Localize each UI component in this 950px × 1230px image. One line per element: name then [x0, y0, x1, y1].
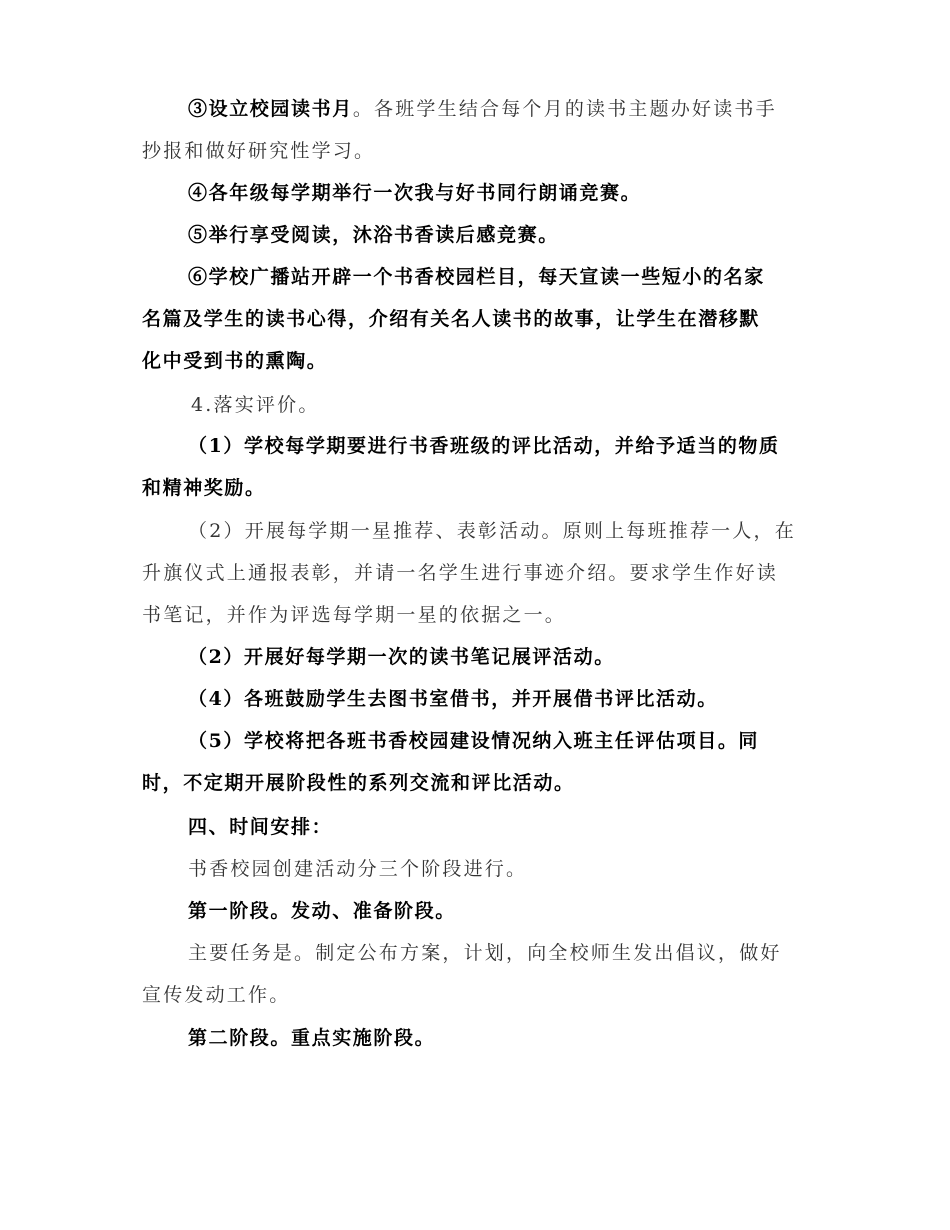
- paragraph-line: （2）开展每学期一星推荐、表彰活动。原则上每班推荐一人，在: [188, 520, 796, 542]
- paragraph-line: （1）学校每学期要进行书香班级的评比活动，并给予适当的物质: [188, 435, 780, 457]
- section-heading: 四、时间安排：: [188, 816, 333, 838]
- paragraph-line: （4）各班鼓励学生去图书室借书，并开展借书评比活动。: [188, 688, 718, 710]
- phase-heading: 第二阶段。重点实施阶段。: [188, 1027, 436, 1049]
- paragraph-line: ④各年级每学期举行一次我与好书同行朗诵竞赛。: [188, 182, 642, 204]
- paragraph-line: 和精神奖励。: [142, 477, 266, 499]
- section-heading: 4.落实评价。: [191, 394, 320, 416]
- paragraph-line: 主要任务是。制定公布方案，计划，向全校师生发出倡议，做好: [188, 942, 782, 964]
- paragraph-line: 书笔记，并作为评选每学期一星的依据之一。: [142, 604, 567, 626]
- paragraph-line: 宣传发动工作。: [142, 984, 291, 1006]
- paragraph-line: ⑤举行享受阅读，沐浴书香读后感竞赛。: [188, 224, 559, 246]
- heading-reading-month: ③设立校园读书月: [188, 98, 353, 120]
- paragraph-line: （5）学校将把各班书香校园建设情况纳入班主任评估项目。同: [188, 730, 760, 752]
- paragraph-line: 书香校园创建活动分三个阶段进行。: [188, 858, 528, 880]
- paragraph-line: （2）开展好每学期一次的读书笔记展评活动。: [188, 646, 615, 668]
- paragraph-line: 升旗仪式上通报表彰，并请一名学生进行事迹介绍。要求学生作好读: [142, 562, 779, 584]
- text-run: 。各班学生结合每个月的读书主题办好读书手: [352, 98, 777, 120]
- paragraph-line: 化中受到书的熏陶。: [142, 350, 328, 372]
- paragraph-line: 抄报和做好研究性学习。: [142, 140, 376, 162]
- paragraph-line: 名篇及学生的读书心得，介绍有关名人读书的故事，让学生在潜移默: [142, 308, 761, 330]
- paragraph-line: [188, 97, 777, 121]
- paragraph-line: ⑥学校广播站开辟一个书香校园栏目，每天宣读一些短小的名家: [188, 266, 765, 288]
- paragraph-line: 时，不定期开展阶段性的系列交流和评比活动。: [142, 772, 575, 794]
- phase-heading: 第一阶段。发动、准备阶段。: [188, 900, 456, 922]
